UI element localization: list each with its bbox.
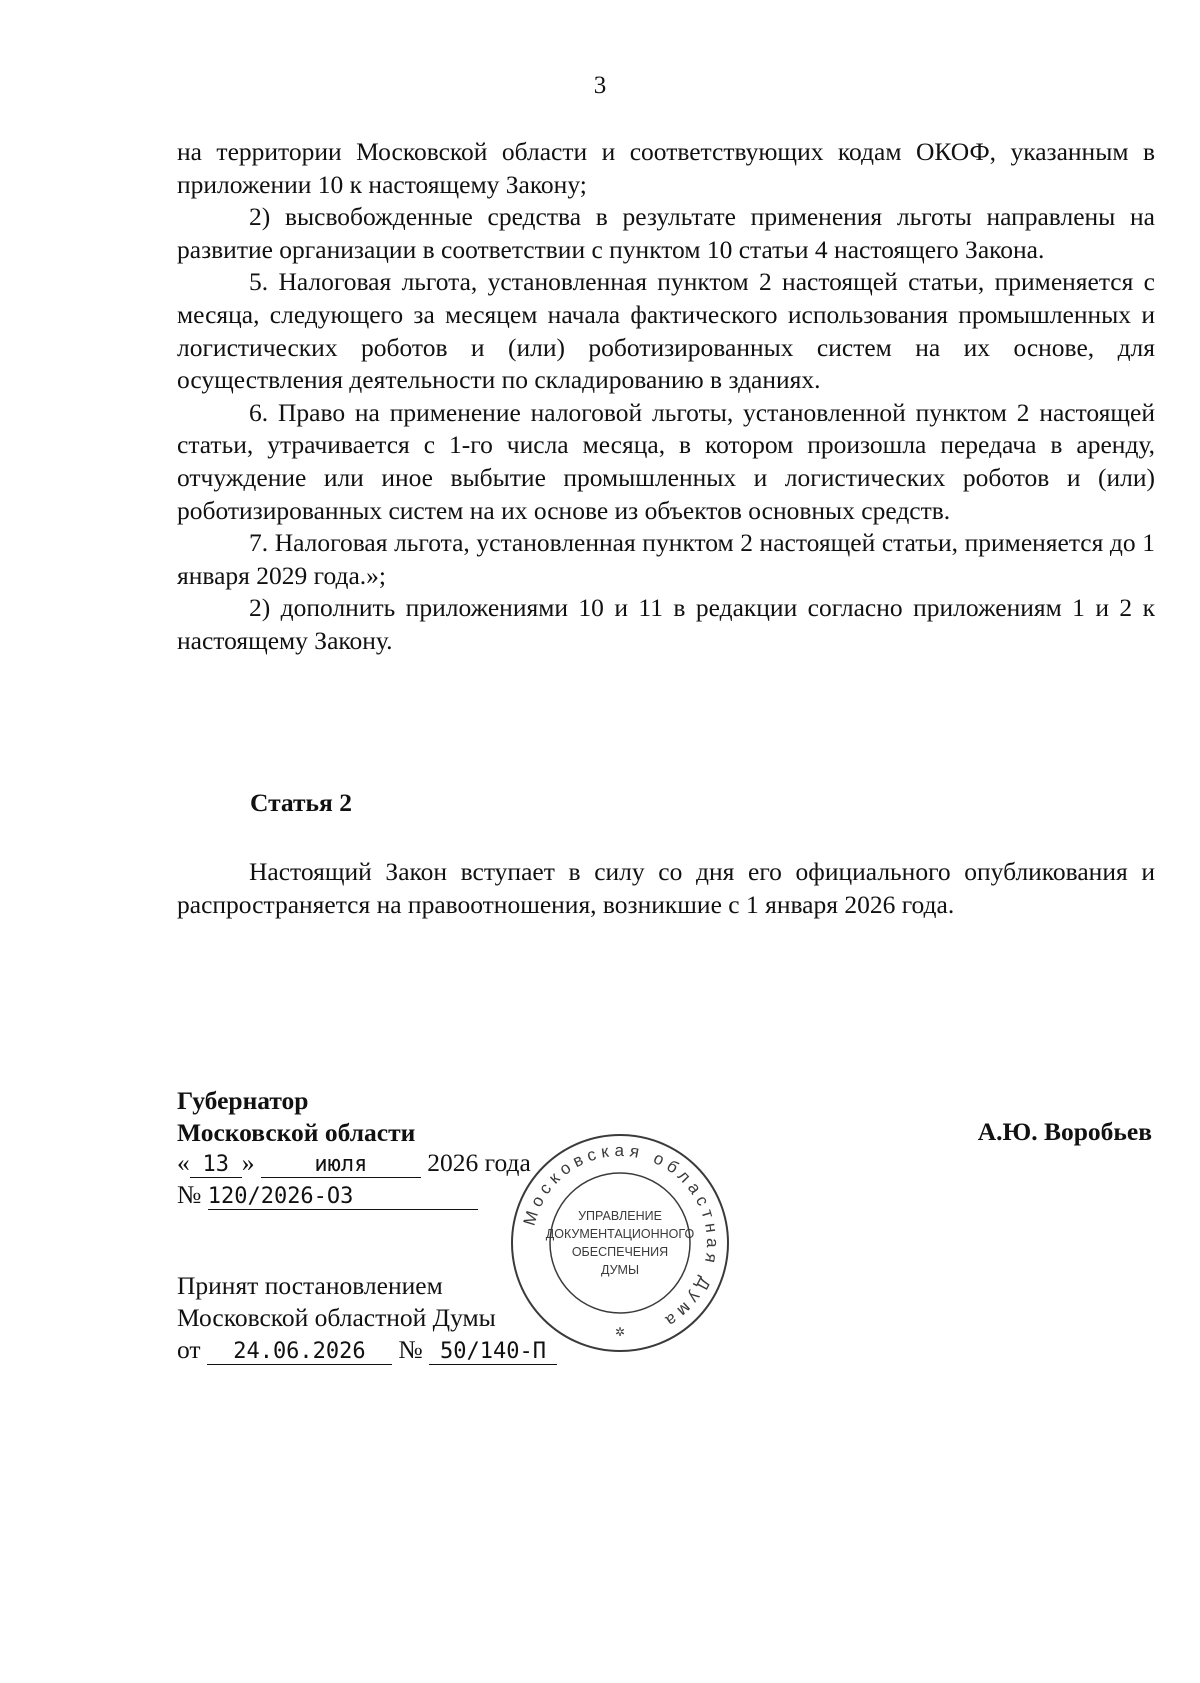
signature-block	[177, 1085, 415, 1149]
paragraph-point-7: 7. Налоговая льгота, установленная пунктом 2 настоящей статьи, применяется до 1 января 2029 года.»;	[177, 528, 1155, 590]
paragraph-point-5: 5. Налоговая льгота, установленная пунктом 2 настоящей статьи, применяется с месяца, следующего за месяцем начала фактического использования промышленных и логистических роботов и (или) роботизированных систем на их основе, для осуществления деятельности по складированию в зданиях.	[177, 267, 1155, 395]
stamp-outer-ring	[512, 1135, 728, 1351]
stamp-center-line2: ДОКУМЕНТАЦИОННОГО	[545, 1227, 695, 1241]
adoption-number: 50/140-П	[429, 1340, 557, 1365]
stamp-center-line3: ОБЕСПЕЧЕНИЯ	[571, 1245, 669, 1259]
adoption-date-line	[177, 1334, 557, 1366]
adoption-block	[177, 1270, 557, 1366]
signing-year: 2026 года	[427, 1148, 531, 1177]
stamp-ring-textpath: Московская областная Дума	[519, 1140, 723, 1334]
stamp-inner-ring	[550, 1173, 690, 1313]
governor-name: А.Ю. Воробьев	[977, 1117, 1152, 1146]
adoption-from-label: от	[177, 1335, 201, 1364]
adoption-number-label: №	[398, 1335, 423, 1364]
article-2-text: Настоящий Закон вступает в силу со дня его официального опубликования и распространяется на правоотношения, возникшие с 1 января 2026 года.	[177, 857, 1155, 919]
law-number: 120/2026-ОЗ	[208, 1185, 478, 1210]
date-open-quote: «	[177, 1148, 190, 1177]
stamp-center-line4: ДУМЫ	[600, 1263, 640, 1277]
adoption-date: 24.06.2026	[207, 1340, 392, 1365]
governor-title-line1: Губернатор	[177, 1086, 309, 1115]
stamp-graphic	[512, 1135, 728, 1351]
signing-month: июля	[261, 1153, 421, 1178]
article-2-heading: Статья 2	[250, 788, 352, 817]
governor-title-line2: Московской области	[177, 1118, 416, 1147]
adoption-line2: Московской областной Думы	[177, 1303, 496, 1332]
duma-stamp	[505, 1128, 735, 1358]
signing-date	[177, 1148, 531, 1178]
paragraph-amendment-2: 2) дополнить приложениями 10 и 11 в редакции согласно приложениям 1 и 2 к настоящему Закону.	[177, 593, 1155, 655]
law-body-text	[177, 136, 1155, 658]
paragraph-item-2: 2) высвобожденные средства в результате применения льготы направлены на развитие организации в соответствии с пунктом 10 статьи 4 настоящего Закона.	[177, 202, 1155, 264]
law-number-label: №	[177, 1180, 202, 1209]
adoption-line1: Принят постановлением	[177, 1271, 443, 1300]
page-number: 3	[593, 72, 607, 99]
stamp-center-line1: УПРАВЛЕНИЕ	[578, 1209, 662, 1223]
paragraph-point-6: 6. Право на применение налоговой льготы, установленной пунктом 2 настоящей статьи, утрачивается с 1-го числа месяца, в котором произошла передача в аренду, отчуждение или иное выбытие промышленных и логистических роботов и (или) роботизированных систем на их основе из объектов основных средств.	[177, 397, 1155, 525]
law-registration-number	[177, 1180, 478, 1210]
date-close-quote: »	[241, 1148, 255, 1177]
signing-day: 13	[190, 1153, 242, 1178]
stamp-star-icon: ✲	[614, 1325, 626, 1339]
paragraph-continuation: на территории Московской области и соответствующих кодам ОКОФ, указанным в приложении 10 к настоящему Закону;	[177, 137, 1155, 199]
